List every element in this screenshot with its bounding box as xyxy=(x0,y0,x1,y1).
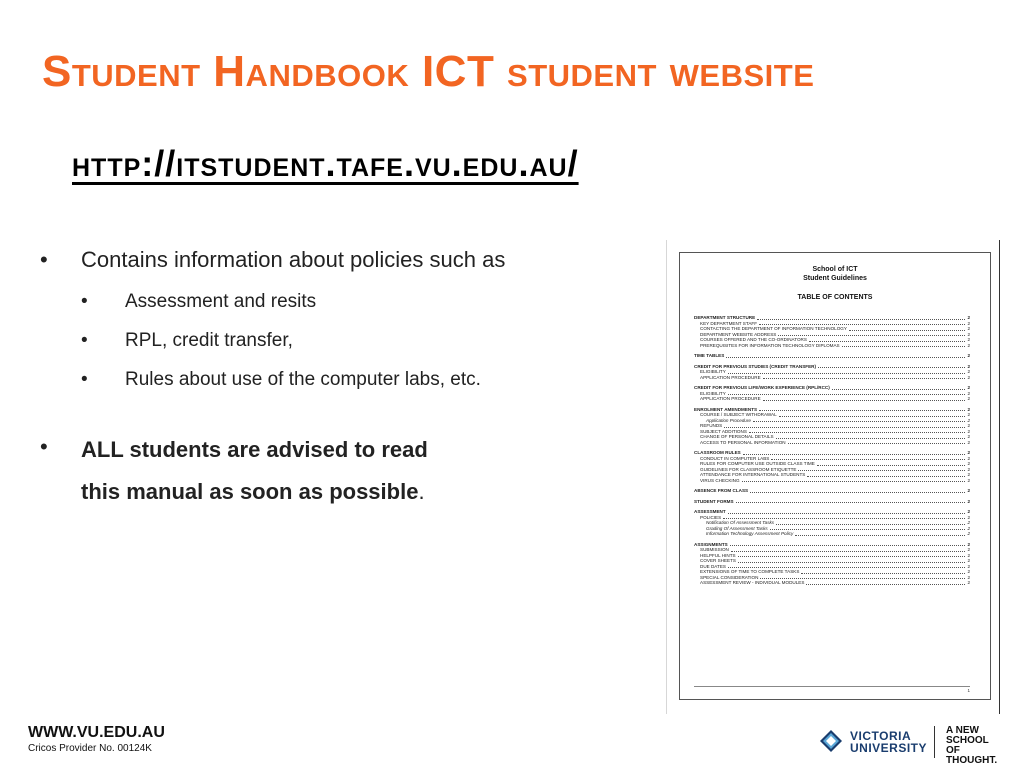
bullet-advice xyxy=(40,429,640,513)
toc-leader-dots xyxy=(738,562,965,563)
toc-entry-page: 2 xyxy=(967,406,970,412)
toc-entry xyxy=(694,375,970,381)
toc-entry-label: ENROLMENT AMENDMENTS xyxy=(694,406,758,412)
toc-entry-page: 2 xyxy=(967,439,970,445)
logo-tagline xyxy=(946,726,1000,766)
toc-entry xyxy=(694,353,970,359)
toc-entry-page: 2 xyxy=(967,374,970,380)
toc-entry-label: DUE DATES xyxy=(700,563,726,569)
toc-entry-page: 2 xyxy=(967,363,970,369)
toc-leader-dots xyxy=(806,584,965,585)
slide-title: Student Handbook ICT student website xyxy=(42,47,815,96)
toc-entry-label: POLICIES xyxy=(700,514,722,520)
toc-entry-page: 2 xyxy=(967,466,970,472)
toc-leader-dots xyxy=(743,454,966,455)
toc-entry-page: 2 xyxy=(967,450,970,455)
logo-wordmark xyxy=(850,730,927,754)
logo-line-victoria: VICTORIA xyxy=(850,729,912,743)
toc-entry-label: Information Technology Assessment Policy xyxy=(706,531,794,536)
toc-leader-dots xyxy=(753,421,965,422)
toc-entry-label: ASSESSMENT xyxy=(694,509,726,514)
toc-leader-dots xyxy=(759,324,965,325)
toc-leader-dots xyxy=(759,410,965,411)
toc-entry-label: RULES FOR COMPUTER USE OUTSIDE CLASS TIME xyxy=(700,461,815,466)
toc-entry xyxy=(694,488,970,494)
toc-leader-dots xyxy=(801,573,965,574)
tagline-line-3: THOUGHT. xyxy=(946,755,998,766)
toc-leader-dots xyxy=(788,443,966,444)
bullet-intro xyxy=(40,242,640,399)
toc-entry-page: 2 xyxy=(967,525,970,531)
toc-entry-page: 2 xyxy=(967,423,970,428)
bullet-intro-text: Contains information about policies such as xyxy=(81,247,506,272)
footer-website[interactable]: WWW.VU.EDU.AU xyxy=(28,724,165,741)
toc-leader-dots xyxy=(724,427,965,428)
tagline-line-2: SCHOOL OF xyxy=(946,735,989,756)
toc-leader-dots xyxy=(809,341,965,342)
logo-divider xyxy=(934,726,935,758)
toc-leader-dots xyxy=(776,524,965,525)
toc-entry-page: 2 xyxy=(967,520,970,525)
toc-leader-dots xyxy=(776,438,966,439)
toc-entry-label: ABSENCE FROM CLASS xyxy=(694,488,749,493)
toc-entry-label: COVER SHEETS xyxy=(700,558,736,563)
toc-entry-label: CREDIT FOR PREVIOUS LIFE/WORK EXPERIENCE (RPL/RCC) xyxy=(694,385,830,390)
toc-leader-dots xyxy=(849,330,966,331)
advice-line-1: ALL students are advised to read xyxy=(81,437,428,462)
toc-leader-dots xyxy=(760,578,965,579)
toc-entry-page: 2 xyxy=(967,326,970,331)
toc-entry-page: 2 xyxy=(967,552,970,558)
toc-entry-label: DEPARTMENT STRUCTURE xyxy=(694,315,756,320)
victoria-university-logo xyxy=(820,724,1000,766)
toc-leader-dots xyxy=(763,400,966,401)
toc-leader-dots xyxy=(730,545,966,546)
logo-line-university: UNIVERSITY xyxy=(850,741,928,755)
toc-entry-label: KEY DEPARTMENT STAFF xyxy=(700,320,758,326)
doc-page-footer xyxy=(694,686,970,693)
toc-leader-dots xyxy=(749,432,966,433)
footer-cricos: Cricos Provider No. 00124K xyxy=(28,743,152,754)
table-of-contents xyxy=(694,315,970,586)
toc-leader-dots xyxy=(728,513,966,514)
toc-entry-label: CLASSROOM RULES xyxy=(694,450,741,455)
bullet-spacer xyxy=(40,399,640,429)
toc-entry-page: 2 xyxy=(967,569,970,574)
toc-entry-page: 2 xyxy=(967,461,970,466)
toc-entry-label: CONTACTING THE DEPARTMENT OF INFORMATION TECHNOLOGY xyxy=(700,326,847,331)
toc-leader-dots xyxy=(770,529,966,530)
policy-item-rpl: • RPL, credit transfer, xyxy=(81,321,640,360)
toc-entry-label: VIRUS CHECKING xyxy=(700,477,740,483)
tagline-line-1: A NEW xyxy=(946,725,979,736)
bullet-list xyxy=(40,242,640,513)
toc-leader-dots xyxy=(742,481,966,482)
toc-entry-label: Application Procedure xyxy=(706,417,751,423)
toc-entry-page: 2 xyxy=(967,488,970,493)
toc-entry-label: SUBJECT ADDITIONS xyxy=(700,428,747,434)
toc-entry-label: DEPARTMENT WEBSITE ADDRESS xyxy=(700,331,777,337)
toc-leader-dots xyxy=(728,373,966,374)
toc-entry-page: 2 xyxy=(967,563,970,569)
toc-entry-label: APPLICATION PROCEDURE xyxy=(700,374,761,380)
toc-entry-page: 2 xyxy=(967,417,970,423)
toc-entry-page: 2 xyxy=(967,390,970,396)
toc-leader-dots xyxy=(750,492,965,493)
toc-entry-page: 2 xyxy=(967,342,970,348)
toc-leader-dots xyxy=(731,551,966,552)
toc-entry xyxy=(694,478,970,484)
toc-leader-dots xyxy=(832,389,966,390)
toc-entry-label: CONDUCT IN COMPUTER LABS xyxy=(700,455,770,461)
toc-entry-label: STUDENT FORMS xyxy=(694,498,734,504)
toc-entry-label: SUBMISSION xyxy=(700,547,729,552)
toc-leader-dots xyxy=(807,476,965,477)
toc-entry xyxy=(694,396,970,402)
toc-entry-page: 2 xyxy=(967,337,970,342)
toc-leader-dots xyxy=(726,357,965,358)
toc-entry-label: ASSESSMENT REVIEW - INDIVIDUAL MODULES xyxy=(700,580,805,585)
toc-leader-dots xyxy=(723,518,965,519)
toc-entry xyxy=(694,580,970,586)
toc-entry-page: 2 xyxy=(967,428,970,434)
website-url[interactable]: http://itstudent.tafe.vu.edu.au/ xyxy=(72,143,579,184)
toc-entry-page: 2 xyxy=(967,320,970,326)
toc-entry-page: 2 xyxy=(967,472,970,477)
toc-leader-dots xyxy=(757,319,965,320)
toc-entry-page: 2 xyxy=(967,580,970,585)
toc-leader-dots xyxy=(736,502,966,503)
toc-entry-label: ASSIGNMENTS xyxy=(694,541,728,547)
toc-leader-dots xyxy=(842,346,966,347)
toc-entry-page: 2 xyxy=(967,369,970,374)
toc-entry-page: 2 xyxy=(967,574,970,580)
toc-entry xyxy=(694,531,970,537)
toc-entry-label: PREREQUISITES FOR INFORMATION TECHNOLOGY DIPLOMAS xyxy=(700,342,840,348)
toc-entry-label: COURSE / SUBJECT WITHDRAWAL xyxy=(700,412,777,417)
toc-entry-label: SPECIAL CONSIDERATION xyxy=(700,574,759,580)
policy-item-lab-rules: • Rules about use of the computer labs, etc. xyxy=(81,360,640,399)
toc-entry-label: EXTENSIONS OF TIME TO COMPLETE TASKS xyxy=(700,569,800,574)
advice-line-2: this manual as soon as possible xyxy=(81,479,419,504)
toc-entry-page: 2 xyxy=(967,434,970,439)
toc-leader-dots xyxy=(738,556,966,557)
toc-entry-page: 2 xyxy=(967,531,970,536)
toc-entry xyxy=(694,499,970,505)
toc-entry-page: 2 xyxy=(967,547,970,552)
toc-entry-page: 2 xyxy=(967,331,970,337)
toc-leader-dots xyxy=(798,470,965,471)
document-preview xyxy=(666,240,1000,714)
doc-footer-page: 1 xyxy=(967,688,970,693)
toc-entry-label: ELIGIBILITY xyxy=(700,390,726,396)
toc-entry-label: APPLICATION PROCEDURE xyxy=(700,396,761,401)
toc-entry-label: REFUNDS xyxy=(700,423,723,428)
diamond-logo-icon xyxy=(820,730,842,752)
toc-entry-page: 2 xyxy=(967,385,970,390)
toc-leader-dots xyxy=(728,567,965,568)
toc-entry xyxy=(694,440,970,446)
toc-entry-label: COURSES OFFERED AND THE CO-ORDINATORS xyxy=(700,337,807,342)
toc-leader-dots xyxy=(818,367,965,368)
toc-leader-dots xyxy=(779,416,966,417)
toc-entry-page: 2 xyxy=(967,514,970,520)
toc-entry-label: Grading Of Assessment Tasks xyxy=(706,525,768,531)
toc-entry xyxy=(694,343,970,349)
doc-heading-guidelines: Student Guidelines xyxy=(803,275,867,282)
toc-entry-page: 2 xyxy=(967,477,970,483)
toc-entry-label: ATTENDANCE FOR INTERNATIONAL STUDENTS xyxy=(700,472,806,477)
toc-entry-label: TIME TABLES xyxy=(694,353,725,358)
document-page xyxy=(679,252,991,700)
toc-entry-page: 2 xyxy=(967,315,970,320)
toc-entry-page: 2 xyxy=(967,498,970,504)
toc-leader-dots xyxy=(817,465,966,466)
toc-entry-page: 2 xyxy=(967,455,970,461)
advice-period: . xyxy=(418,479,425,504)
policy-sublist xyxy=(81,282,640,399)
toc-entry-label: ELIGIBILITY xyxy=(700,369,726,374)
toc-entry-page: 2 xyxy=(967,412,970,417)
toc-entry-label: CREDIT FOR PREVIOUS STUDIES (CREDIT TRANSFER) xyxy=(694,363,816,369)
toc-title: TABLE OF CONTENTS xyxy=(797,294,873,301)
toc-leader-dots xyxy=(763,378,966,379)
toc-entry-page: 2 xyxy=(967,353,970,358)
toc-entry-page: 2 xyxy=(967,558,970,563)
toc-entry-label: CHANGE OF PERSONAL DETAILS xyxy=(700,434,774,439)
toc-entry-label: HELPFUL HINTS xyxy=(700,552,736,558)
toc-entry-page: 2 xyxy=(967,509,970,514)
toc-entry-label: Notification Of Assessment Tasks xyxy=(706,520,775,525)
toc-leader-dots xyxy=(728,394,966,395)
toc-leader-dots xyxy=(771,459,965,460)
toc-entry-label: GUIDELINES FOR CLASSROOM ETIQUETTE xyxy=(700,466,797,472)
doc-heading-school: School of ICT xyxy=(812,266,858,273)
toc-leader-dots xyxy=(778,335,965,336)
toc-entry-page: 2 xyxy=(967,541,970,547)
toc-entry-page: 2 xyxy=(967,396,970,401)
toc-entry-label: ACCESS TO PERSONAL INFORMATION xyxy=(700,439,786,445)
policy-item-assessment: • Assessment and resits xyxy=(81,282,640,321)
toc-leader-dots xyxy=(795,535,965,536)
